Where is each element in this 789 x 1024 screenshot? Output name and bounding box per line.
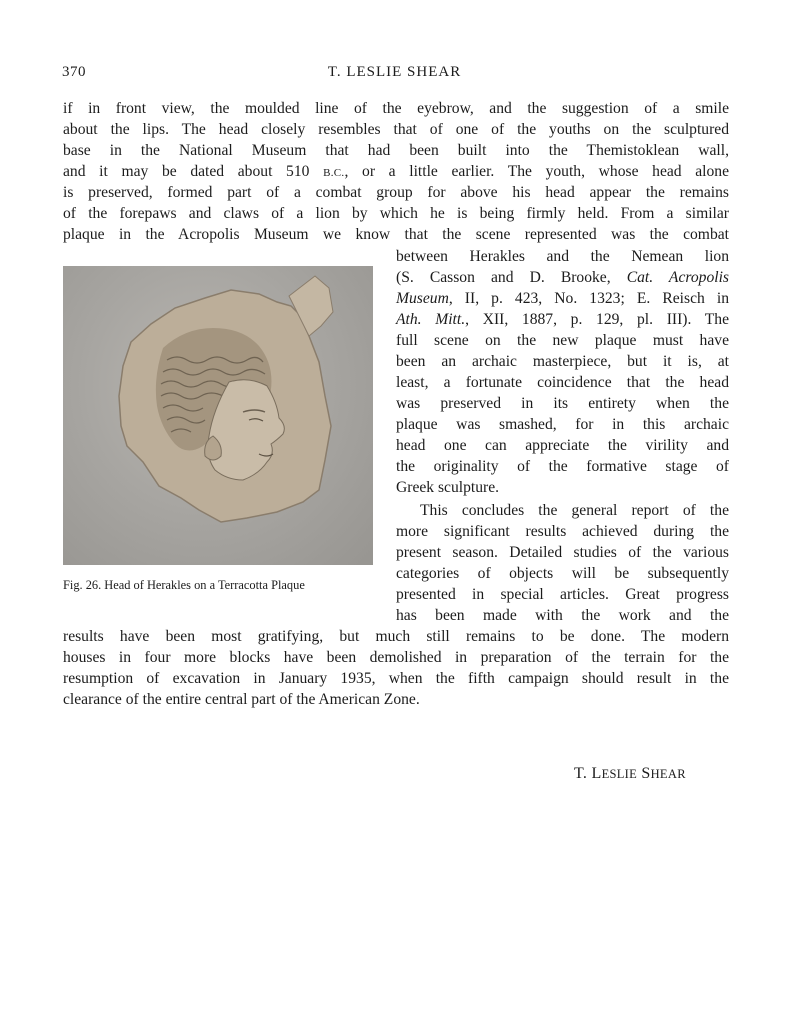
body-line: Greek sculpture. [396, 479, 500, 496]
citation-title: Ath. Mitt. [396, 311, 466, 328]
body-line: presented in special articles. Great progress [396, 586, 729, 603]
body-line: has been made with the work and the [396, 607, 729, 624]
body-line [63, 161, 729, 184]
body-line: plaque in the Acropolis Museum we know that the scene represented was the combat [63, 226, 729, 243]
body-line: results have been most gratifying, but much still remains to be done. The modern [63, 628, 729, 645]
page-number: 370 [62, 64, 86, 80]
body-line: resumption of excavation in January 1935, when the fifth campaign should result in the [63, 670, 729, 687]
body-line: least, a fortunate coincidence that the head [396, 374, 729, 391]
body-line [396, 288, 729, 309]
body-line: was preserved in its entirety when the [396, 395, 729, 412]
signature-part: T. L [574, 765, 602, 782]
signature-part: ESLIE [601, 767, 638, 781]
body-line: houses in four more blocks have been demolished in preparation of the terrain for the [63, 649, 729, 666]
body-line: is preserved, formed part of a combat group for above his head appear the remains [63, 184, 729, 201]
body-line: been an archaic masterpiece, but it is, at [396, 353, 729, 370]
herakles-plaque-photo [63, 266, 373, 565]
text-run: (S. Casson and D. Brooke, [396, 269, 627, 286]
body-line: if in front view, the moulded line of the eyebrow, and the suggestion of a smile [63, 100, 729, 117]
body-line: plaque was smashed, for in this archaic [396, 416, 729, 433]
running-title: T. LESLIE SHEAR [327, 64, 462, 80]
body-line: base in the National Museum that had been built into the Themistoklean wall, [63, 142, 729, 159]
text-run: , or a little earlier. The youth, whose head alone [344, 163, 729, 180]
signature-part: S [641, 765, 651, 782]
body-line: present season. Detailed studies of the various [396, 544, 729, 561]
citation-title: Museum [396, 290, 449, 307]
body-line: clearance of the entire central part of the American Zone. [63, 691, 420, 708]
body-line: between Herakles and the Nemean lion [396, 248, 729, 265]
body-line [396, 267, 729, 288]
body-line: the originality of the formative stage of [396, 458, 729, 475]
signature-part: HEAR [650, 767, 686, 781]
text-run: , XII, 1887, p. 129, pl. III). The [465, 311, 730, 328]
body-line: head one can appreciate the virility and [396, 437, 729, 454]
author-signature [574, 765, 686, 783]
body-line: more significant results achieved during the [396, 523, 729, 540]
era-abbreviation: B.C. [323, 167, 345, 179]
text-run: , II, p. 423, No. 1323; E. Reisch in [448, 290, 729, 307]
plaque-image [63, 266, 373, 565]
figure-caption: Fig. 26. Head of Herakles on a Terracotta Plaque [63, 578, 305, 592]
text-run: and it may be dated about 510 [63, 163, 310, 180]
body-line: This concludes the general report of the [420, 502, 729, 519]
body-line: of the forepaws and claws of a lion by which he is being firmly held. From a similar [63, 205, 729, 222]
body-line: full scene on the new plaque must have [396, 332, 729, 349]
body-line: categories of objects will be subsequently [396, 565, 729, 582]
citation-title: Cat. Acropolis [626, 269, 729, 286]
body-line [396, 309, 729, 330]
body-line: about the lips. The head closely resembles that of one of the youths on the sculptured [63, 121, 729, 138]
